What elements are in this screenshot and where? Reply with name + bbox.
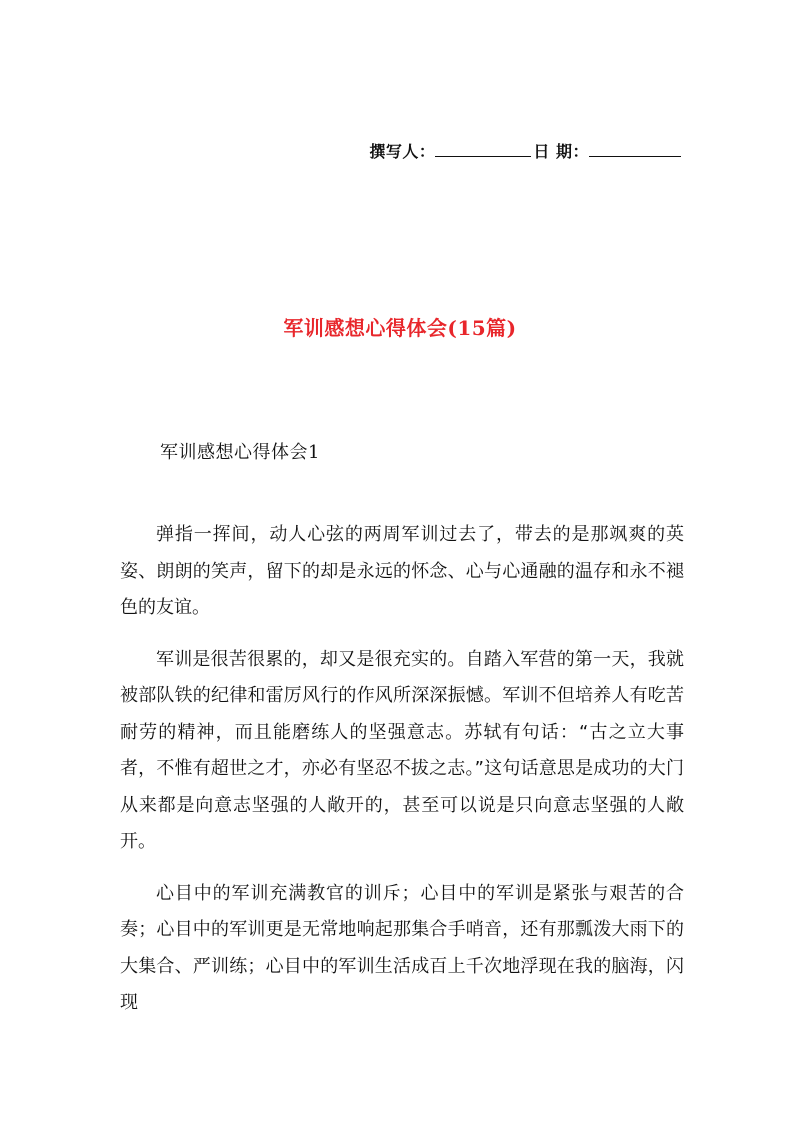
date-blank bbox=[589, 156, 681, 157]
body-text bbox=[120, 517, 684, 1037]
document-title: 军训感想心得体会(15篇) bbox=[283, 316, 517, 340]
header-author-date bbox=[369, 139, 681, 162]
paragraph: 心目中的军训充满教官的训斥；心目中的军训是紧张与艰苦的合奏；心目中的军训更是无常地响起那集合手哨音，还有那瓢泼大雨下的大集合、严训练；心目中的军训生活成百上千次地浮现在我的脑海，闪现 bbox=[120, 882, 684, 1013]
author-label: 撰写人： bbox=[369, 142, 436, 161]
date-label: 日 期： bbox=[533, 142, 589, 161]
paragraph: 军训是很苦很累的，却又是很充实的。自踏入军营的第一天，我就被部队铁的纪律和雷厉风行的作风所深深振憾。军训不但培养人有吃苦耐劳的精神，而且能磨练人的坚强意志。苏轼有句话：“古之立大事者，不惟有超世之才，亦必有坚忍不拔之志。”这句话意思是成功的大门从来都是向意志坚强的人敞开的，甚至可以说是只向意志坚强的人敞开。 bbox=[120, 648, 684, 852]
section-title: 军训感想心得体会1 bbox=[160, 442, 320, 463]
paragraph: 弹指一挥间，动人心弦的两周军训过去了，带去的是那飒爽的英姿、朗朗的笑声，留下的却是永远的怀念、心与心通融的温存和永不褪色的友谊。 bbox=[120, 524, 684, 618]
author-blank bbox=[435, 156, 531, 157]
